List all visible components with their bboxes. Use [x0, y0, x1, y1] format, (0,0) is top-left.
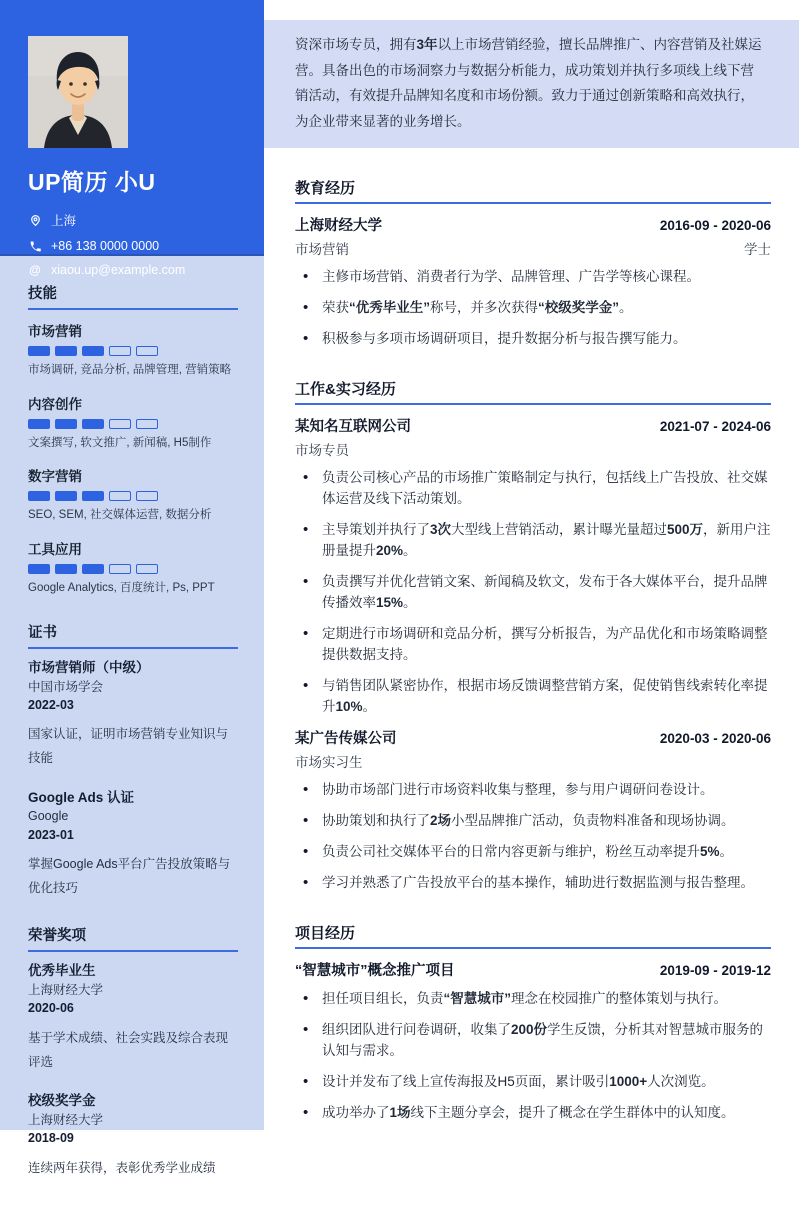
summary-paragraph: 资深市场专员，拥有3年以上市场营销经验，擅长品牌推广、内容营销及社媒运营。具备出色的市场洞察力与数据分析能力，成功策划并执行多项线上线下营销活动，有效提升品牌知名度和市场份额。致力于通过创新策略和高效执行，为企业带来显著的业务增长。	[264, 20, 799, 148]
bullet-item: • 协助市场部门进行市场资料收集与整理，参与用户调研问卷设计。	[295, 779, 771, 800]
profile-name: UP简历 小U	[28, 169, 156, 195]
bullet-item: • 协助策划和执行了2场小型品牌推广活动，负责物料准备和现场协调。	[295, 810, 771, 831]
bullet-item: • 担任项目组长，负责“智慧城市”理念在校园推广的整体策划与执行。	[295, 988, 771, 1009]
skill-name: 工具应用	[28, 542, 82, 558]
main-content	[264, 177, 799, 1123]
skill-level-block	[82, 491, 104, 501]
avatar-illustration	[28, 36, 128, 148]
job-role: 市场实习生	[295, 755, 363, 770]
skill-level-bar	[28, 491, 238, 501]
honors-section	[28, 924, 238, 1179]
skill-level-block	[82, 346, 104, 356]
job-bullets	[295, 467, 771, 717]
certificate-name: Google Ads 认证	[28, 789, 135, 805]
skill-item	[28, 393, 238, 452]
bullet-item: • 学习并熟悉了广告投放平台的基本操作，辅助进行数据监测与报告整理。	[295, 872, 771, 893]
bullet-item: • 主修市场营销、消费者行为学、品牌管理、广告学等核心课程。	[295, 266, 771, 287]
skills-section	[28, 282, 238, 597]
certificates-section	[28, 621, 238, 901]
work-section-title: 工作&实习经历	[295, 378, 771, 405]
skill-keywords: 市场调研, 竞品分析, 品牌管理, 营销策略	[28, 364, 232, 376]
company-name: 某知名互联网公司	[295, 419, 411, 435]
job-dates: 2020-03 - 2020-06	[659, 731, 771, 746]
skill-level-block	[109, 346, 131, 356]
honor-date: 2018-09	[28, 1131, 74, 1146]
project-entry	[295, 959, 771, 1123]
job-role: 市场专员	[295, 443, 349, 458]
skill-name: 数字营销	[28, 469, 82, 485]
certificate-org: Google	[28, 809, 69, 824]
profile-header	[0, 0, 264, 277]
sidebar-body	[0, 256, 264, 1224]
bullet-item: • 负责公司社交媒体平台的日常内容更新与维护，粉丝互动率提升5%。	[295, 841, 771, 862]
skill-name: 市场营销	[28, 324, 82, 339]
certificate-org: 中国市场学会	[28, 679, 104, 694]
skill-level-block	[28, 419, 50, 429]
profile-photo	[28, 36, 128, 148]
job-entry	[295, 727, 771, 893]
project-list	[295, 959, 771, 1123]
education-dates: 2016-09 - 2020-06	[659, 218, 771, 233]
education-entry	[295, 214, 771, 349]
certificate-desc: 掌握Google Ads平台广告投放策略与优化技巧	[28, 856, 231, 896]
honor-name: 优秀毕业生	[28, 963, 96, 979]
skill-item	[28, 538, 238, 597]
skills-list	[28, 320, 238, 597]
bullet-item: • 主导策划并执行了3次大型线上营销活动，累计曝光量超过500万，新用户注册量提升20%。	[295, 519, 771, 561]
education-bullets	[295, 266, 771, 349]
honors-list	[28, 962, 238, 1179]
skill-keywords: 文案撰写, 软文推广, 新闻稿, H5制作	[28, 436, 212, 449]
skill-level-block	[109, 564, 131, 574]
skill-level-block	[136, 564, 158, 574]
certificate-desc: 国家认证，证明市场营销专业知识与技能	[28, 726, 229, 766]
bullet-item: • 负责撰写并优化营销文案、新闻稿及软文，发布于各大媒体平台，提升品牌传播效率15%。	[295, 571, 771, 613]
phone-text: +86 138 0000 0000	[51, 239, 160, 253]
skill-level-block	[136, 346, 158, 356]
skill-level-block	[136, 419, 158, 429]
bullet-item: • 组织团队进行问卷调研，收集了200份学生反馈，分析其对智慧城市服务的认知与需求。	[295, 1019, 771, 1061]
projects-section-title: 项目经历	[295, 922, 771, 949]
skill-level-bar	[28, 564, 238, 574]
honor-desc: 基于学术成绩、社会实践及综合表现评选	[28, 1030, 229, 1069]
certificates-list	[28, 659, 238, 901]
honor-org: 上海财经大学	[28, 983, 104, 998]
project-name: “智慧城市”概念推广项目	[295, 963, 455, 979]
honor-item	[28, 1092, 238, 1180]
skill-keywords: Google Analytics, 百度统计, Ps, PPT	[28, 582, 215, 595]
skill-level-bar	[28, 419, 238, 429]
contact-phone	[28, 239, 236, 253]
phone-icon	[28, 239, 42, 253]
honor-item	[28, 962, 238, 1074]
skill-keywords: SEO, SEM, 社交媒体运营, 数据分析	[28, 509, 212, 522]
project-bullets	[295, 988, 771, 1123]
bullet-item: • 与销售团队紧密协作，根据市场反馈调整营销方案，促使销售线索转化率提升10%。	[295, 675, 771, 717]
certificates-section-title: 证书	[28, 621, 238, 649]
honor-date: 2020-06	[28, 1001, 74, 1016]
skill-name: 内容创作	[28, 396, 82, 412]
bullet-item: • 荣获“优秀毕业生”称号，并多次获得“校级奖学金”。	[295, 297, 771, 318]
honors-section-title: 荣誉奖项	[28, 924, 238, 952]
skill-level-block	[55, 491, 77, 501]
skill-level-block	[109, 491, 131, 501]
certificate-date: 2023-01	[28, 827, 74, 842]
skill-level-block	[55, 419, 77, 429]
sidebar	[0, 0, 264, 1175]
skill-level-block	[28, 491, 50, 501]
skill-item	[28, 320, 238, 379]
bullet-item: • 定期进行市场调研和竞品分析，撰写分析报告，为产品优化和市场策略调整提供数据支持。	[295, 623, 771, 665]
company-name: 某广告传媒公司	[295, 731, 397, 747]
education-section-title: 教育经历	[295, 177, 771, 204]
contact-location	[28, 211, 236, 229]
skill-level-block	[136, 491, 158, 501]
skill-level-block	[82, 564, 104, 574]
bullet-item: • 负责公司核心产品的市场推广策略制定与执行，包括线上广告投放、社交媒体运营及线下活动策划。	[295, 467, 771, 509]
education-degree: 学士	[744, 242, 771, 257]
education-major: 市场营销	[295, 242, 349, 257]
education-section	[295, 177, 771, 349]
email-text: xiaou.up@example.com	[51, 263, 186, 277]
skill-level-block	[55, 564, 77, 574]
bullet-item: • 设计并发布了线上宣传海报及H5页面，累计吸引1000+人次浏览。	[295, 1071, 771, 1092]
location-pin-icon	[28, 213, 42, 227]
skill-level-block	[28, 564, 50, 574]
honor-org: 上海财经大学	[28, 1113, 104, 1128]
skill-level-block	[28, 346, 50, 356]
skill-level-block	[82, 419, 104, 429]
job-entry	[295, 415, 771, 717]
project-dates: 2019-09 - 2019-12	[659, 963, 771, 978]
job-list	[295, 415, 771, 893]
honor-desc: 连续两年获得，表彰优秀学业成绩	[28, 1160, 216, 1175]
location-text: 上海	[51, 214, 77, 228]
bullet-item: • 积极参与多项市场调研项目，提升数据分析与报告撰写能力。	[295, 328, 771, 349]
at-sign-icon: @	[29, 263, 41, 277]
skill-level-block	[109, 419, 131, 429]
skill-level-block	[55, 346, 77, 356]
work-section	[295, 378, 771, 893]
projects-section	[295, 922, 771, 1123]
honor-name: 校级奖学金	[28, 1093, 96, 1109]
school-name: 上海财经大学	[295, 218, 382, 234]
certificate-date: 2022-03	[28, 697, 74, 712]
skill-item	[28, 465, 238, 524]
skills-section-title: 技能	[28, 282, 238, 310]
job-dates: 2021-07 - 2024-06	[659, 419, 771, 434]
bullet-item: • 成功举办了1场线下主题分享会，提升了概念在学生群体中的认知度。	[295, 1102, 771, 1123]
certificate-item	[28, 659, 238, 771]
certificate-item	[28, 789, 238, 901]
skill-level-bar	[28, 346, 238, 356]
certificate-name: 市场营销师（中级）	[28, 659, 150, 675]
job-bullets	[295, 779, 771, 893]
main-column	[264, 0, 799, 1133]
